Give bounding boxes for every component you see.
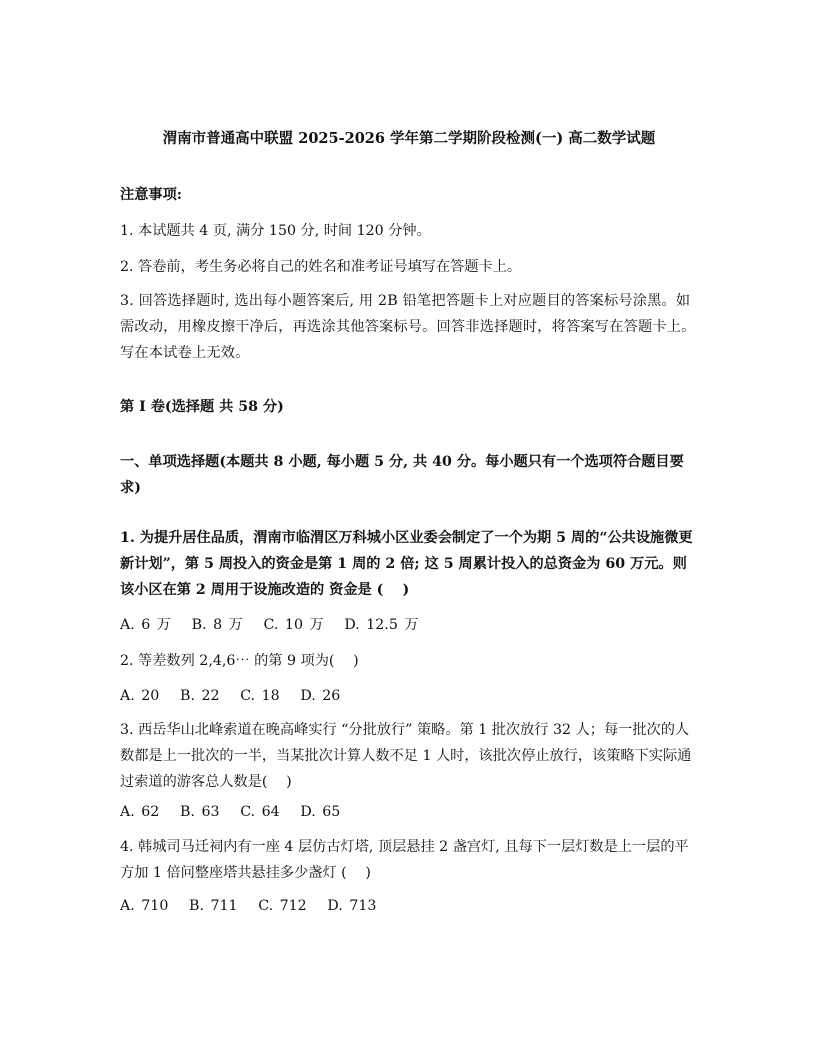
notice-item-3: 3. 回答选择题时, 选出每小题答案后, 用 2B 铅笔把答题卡上对应题目的答案标号涂黑。如需改动，用橡皮擦干净后，再选涂其他答案标号。回答非选择题时，将答案写在答题卡上。写在本试卷上无效。 xyxy=(120,293,696,361)
question-3-stem: 3. 西岳华山北峰索道在晚高峰实行 “分批放行” 策略。第 1 批次放行 32 人；每一批次的人数都是上一批次的一半，当某批次计算人数不足 1 人时，该批次停止放行，该策略下实际通过索道的游客总人数是( ) xyxy=(120,722,692,790)
notice-item-1: 1. 本试题共 4 页, 满分 150 分, 时间 120 分钟。 xyxy=(120,223,431,239)
exam-page xyxy=(120,0,698,1056)
question-3-options: A. 62 B. 63 C. 64 D. 65 xyxy=(120,804,341,820)
section-heading: 一、单项选择题(本题共 8 小题, 每小题 5 分, 共 40 分。每小题只有一个选项符合题目要求) xyxy=(120,454,684,496)
question-4-options: A. 710 B. 711 C. 712 D. 713 xyxy=(120,898,377,914)
question-2-options: A. 20 B. 22 C. 18 D. 26 xyxy=(120,688,341,704)
question-2-stem: 2. 等差数列 2,4,6⋯ 的第 9 项为( ) xyxy=(120,653,359,669)
exam-title: 渭南市普通高中联盟 2025-2026 学年第二学期阶段检测(一) 高二数学试题 xyxy=(162,130,656,147)
question-4-stem: 4. 韩城司马迁祠内有一座 4 层仿古灯塔, 顶层悬挂 2 盏宫灯, 且每下一层灯数是上一层的平方加 1 倍问整座塔共悬挂多少盏灯 ( ) xyxy=(120,839,689,881)
question-1-options: A. 6 万 B. 8 万 C. 10 万 D. 12.5 万 xyxy=(120,617,419,633)
notice-item-2: 2. 答卷前，考生务必将自己的姓名和准考证号填写在答题卡上。 xyxy=(120,259,522,275)
notice-heading: 注意事项: xyxy=(120,187,182,203)
question-1-stem: 1. 为提升居住品质，渭南市临渭区万科城小区业委会制定了一个为期 5 周的“公共设施微更新计划”，第 5 周投入的资金是第 1 周的 2 倍; 这 5 周累计投入的总资金为 60 万元。则该小区在第 2 周用于设施改造的 资金是 ( ) xyxy=(120,530,693,598)
part-heading: 第 I 卷(选择题 共 58 分) xyxy=(120,399,284,415)
